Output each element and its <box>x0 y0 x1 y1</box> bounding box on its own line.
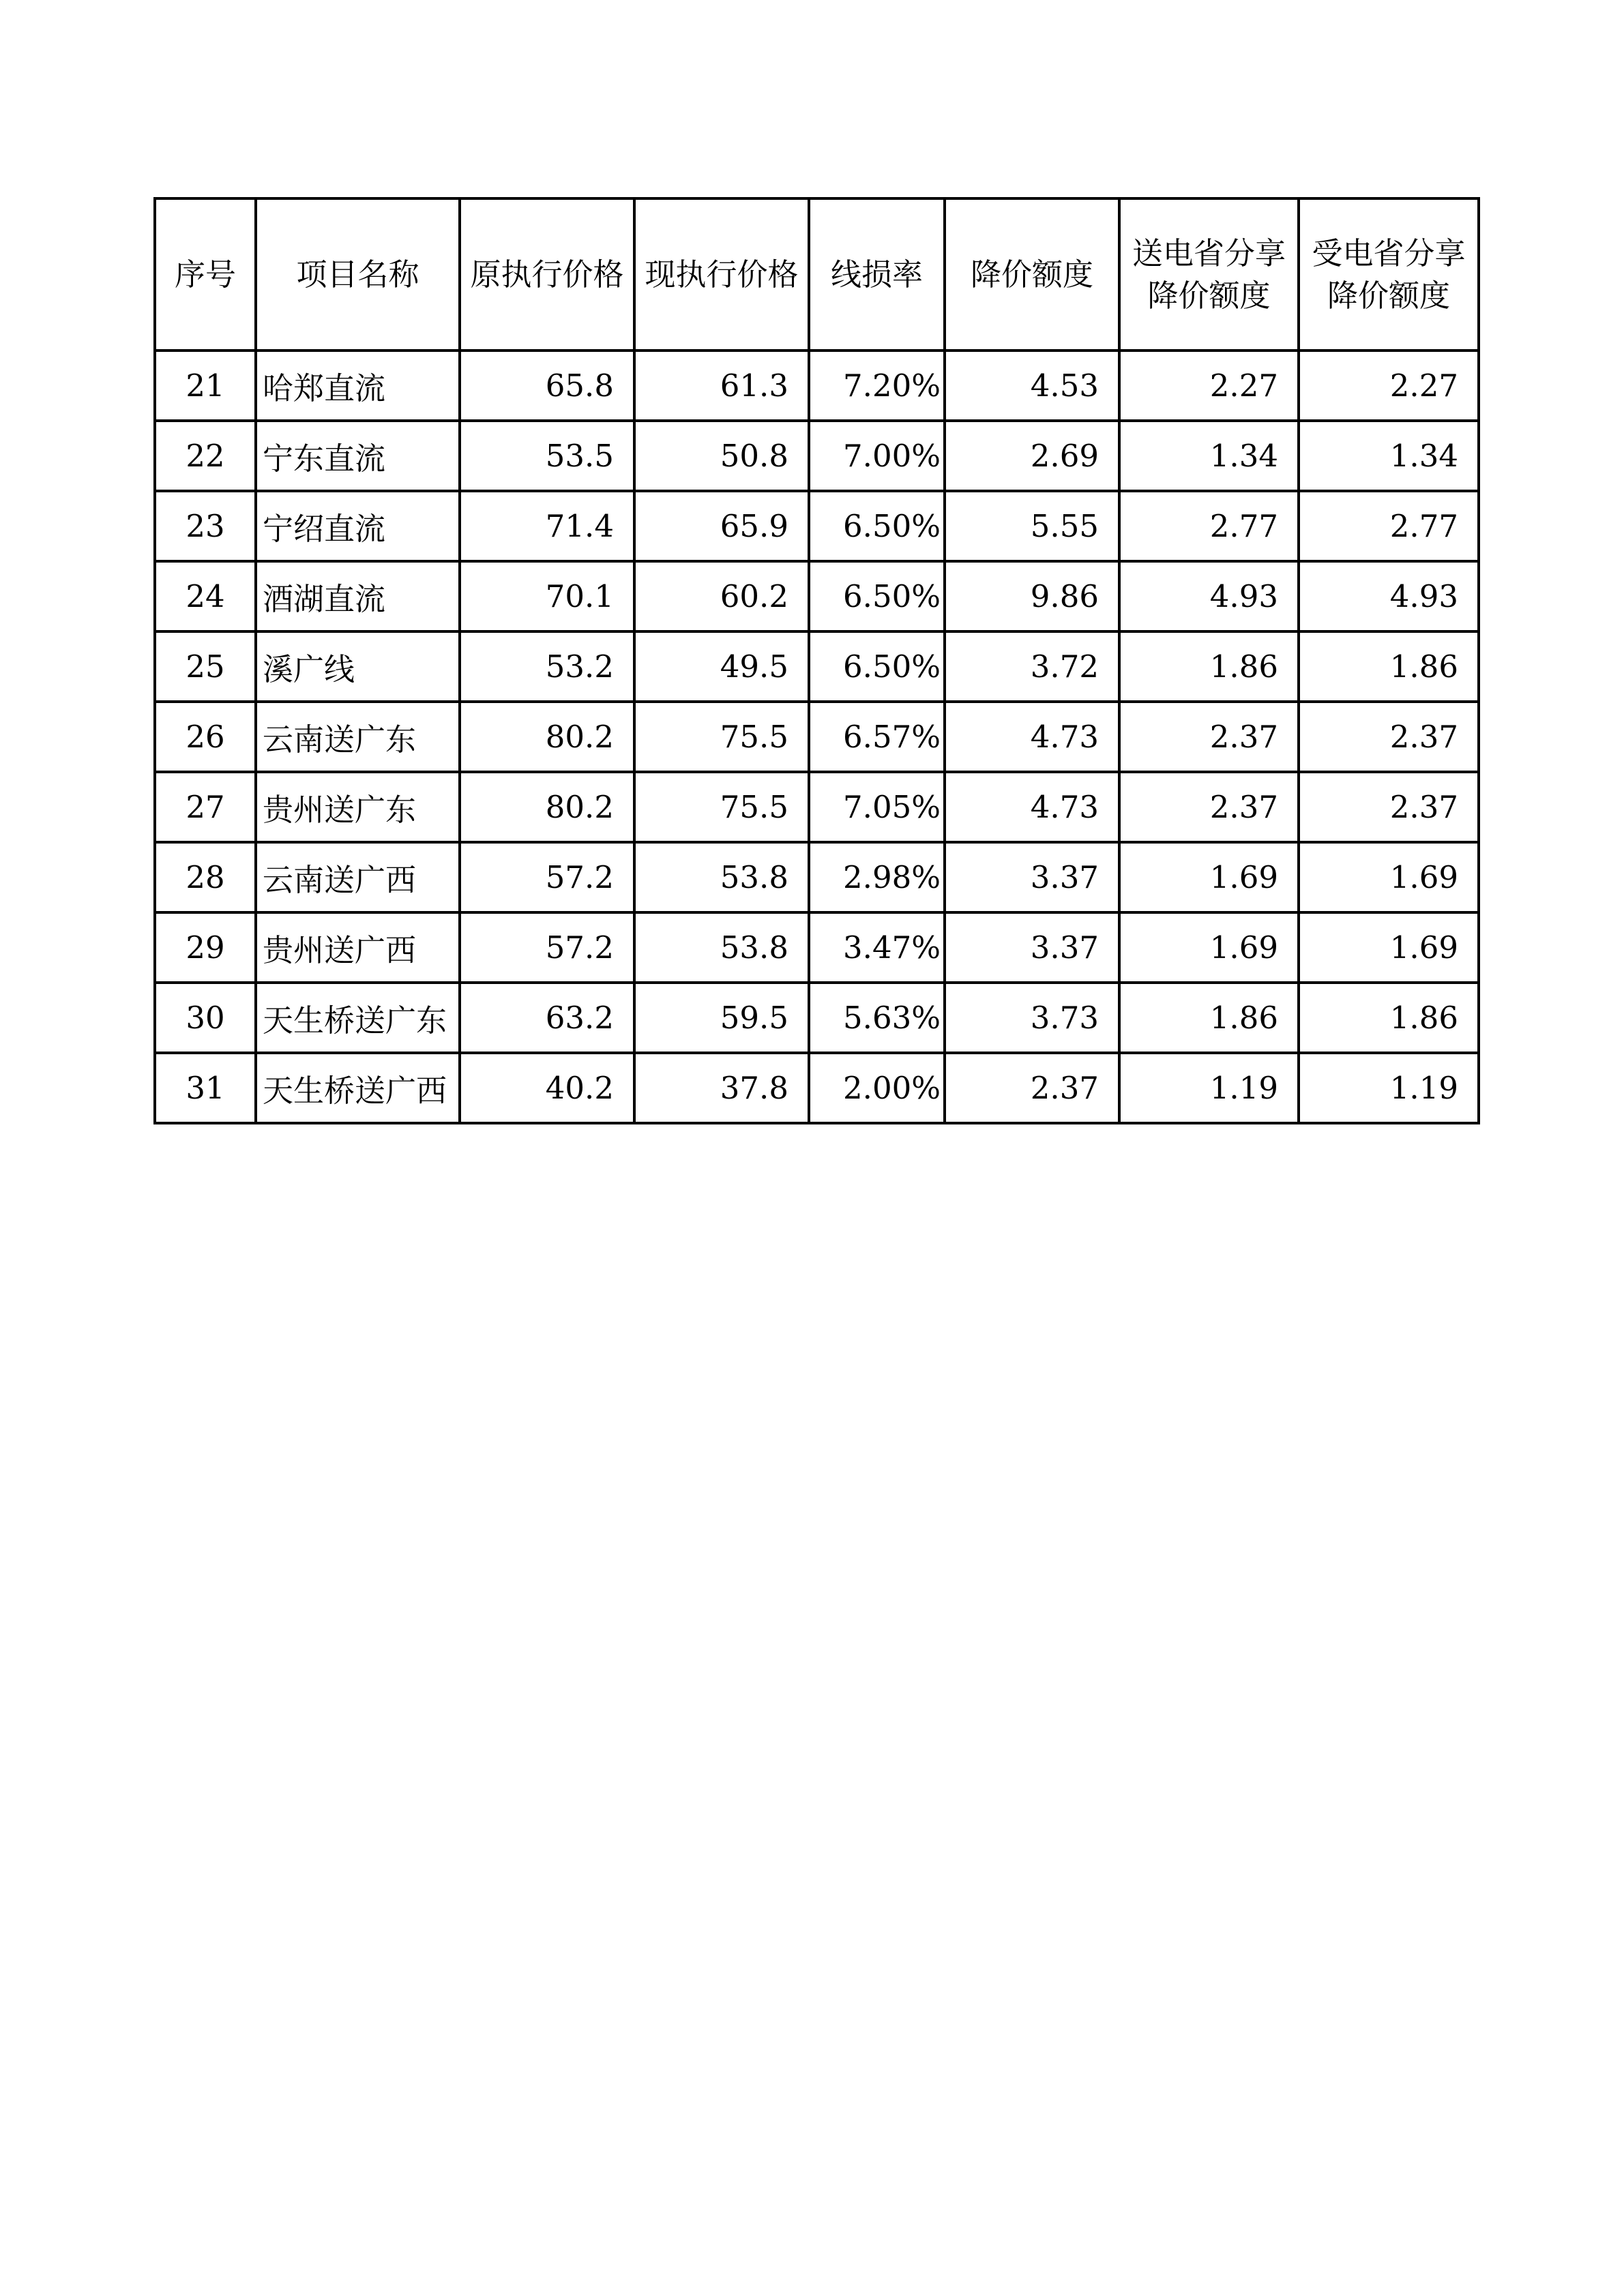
cell-current-price: 61.3 <box>634 351 809 421</box>
cell-seq: 26 <box>155 702 256 772</box>
cell-current-price: 53.8 <box>634 912 809 983</box>
cell-project-name: 云南送广西 <box>256 842 460 912</box>
cell-line-loss-rate: 7.00% <box>809 421 945 491</box>
cell-line-loss-rate: 3.47% <box>809 912 945 983</box>
table-row <box>155 491 1479 561</box>
cell-seq: 30 <box>155 983 256 1053</box>
cell-price-reduction: 9.86 <box>945 561 1119 631</box>
cell-sending-share: 1.69 <box>1119 842 1299 912</box>
cell-line-loss-rate: 7.20% <box>809 351 945 421</box>
cell-original-price: 71.4 <box>460 491 634 561</box>
cell-sending-share: 1.86 <box>1119 631 1299 702</box>
cell-sending-share: 1.34 <box>1119 421 1299 491</box>
table-row <box>155 1053 1479 1123</box>
cell-project-name: 天生桥送广西 <box>256 1053 460 1123</box>
cell-current-price: 60.2 <box>634 561 809 631</box>
header-seq: 序号 <box>155 198 256 351</box>
cell-sending-share: 1.19 <box>1119 1053 1299 1123</box>
table-row <box>155 351 1479 421</box>
cell-receiving-share: 1.34 <box>1299 421 1479 491</box>
cell-sending-share: 2.77 <box>1119 491 1299 561</box>
cell-price-reduction: 2.37 <box>945 1053 1119 1123</box>
cell-line-loss-rate: 7.05% <box>809 772 945 842</box>
cell-sending-share: 2.37 <box>1119 702 1299 772</box>
table-row <box>155 983 1479 1053</box>
table-row <box>155 702 1479 772</box>
header-line-loss-rate: 线损率 <box>809 198 945 351</box>
cell-current-price: 50.8 <box>634 421 809 491</box>
cell-project-name: 贵州送广东 <box>256 772 460 842</box>
cell-sending-share: 2.37 <box>1119 772 1299 842</box>
cell-current-price: 75.5 <box>634 772 809 842</box>
header-original-price: 原执行价格 <box>460 198 634 351</box>
cell-line-loss-rate: 6.50% <box>809 491 945 561</box>
cell-seq: 23 <box>155 491 256 561</box>
cell-receiving-share: 4.93 <box>1299 561 1479 631</box>
cell-seq: 29 <box>155 912 256 983</box>
cell-seq: 31 <box>155 1053 256 1123</box>
cell-original-price: 53.5 <box>460 421 634 491</box>
cell-original-price: 80.2 <box>460 702 634 772</box>
table-row <box>155 912 1479 983</box>
cell-seq: 21 <box>155 351 256 421</box>
table-row <box>155 421 1479 491</box>
cell-original-price: 80.2 <box>460 772 634 842</box>
cell-project-name: 哈郑直流 <box>256 351 460 421</box>
cell-project-name: 贵州送广西 <box>256 912 460 983</box>
table-row <box>155 772 1479 842</box>
cell-current-price: 37.8 <box>634 1053 809 1123</box>
header-price-reduction: 降价额度 <box>945 198 1119 351</box>
cell-original-price: 57.2 <box>460 842 634 912</box>
cell-current-price: 53.8 <box>634 842 809 912</box>
cell-seq: 25 <box>155 631 256 702</box>
table-row <box>155 842 1479 912</box>
cell-price-reduction: 3.73 <box>945 983 1119 1053</box>
cell-price-reduction: 2.69 <box>945 421 1119 491</box>
cell-seq: 28 <box>155 842 256 912</box>
cell-project-name: 酒湖直流 <box>256 561 460 631</box>
cell-sending-share: 2.27 <box>1119 351 1299 421</box>
cell-current-price: 65.9 <box>634 491 809 561</box>
cell-line-loss-rate: 6.50% <box>809 561 945 631</box>
cell-receiving-share: 1.69 <box>1299 842 1479 912</box>
cell-project-name: 天生桥送广东 <box>256 983 460 1053</box>
cell-seq: 22 <box>155 421 256 491</box>
cell-line-loss-rate: 2.00% <box>809 1053 945 1123</box>
cell-price-reduction: 3.37 <box>945 842 1119 912</box>
cell-line-loss-rate: 6.57% <box>809 702 945 772</box>
cell-price-reduction: 4.73 <box>945 702 1119 772</box>
cell-original-price: 70.1 <box>460 561 634 631</box>
cell-project-name: 溪广线 <box>256 631 460 702</box>
cell-project-name: 宁东直流 <box>256 421 460 491</box>
cell-sending-share: 1.69 <box>1119 912 1299 983</box>
cell-receiving-share: 2.37 <box>1299 772 1479 842</box>
cell-receiving-share: 2.77 <box>1299 491 1479 561</box>
cell-original-price: 53.2 <box>460 631 634 702</box>
cell-price-reduction: 4.53 <box>945 351 1119 421</box>
cell-line-loss-rate: 5.63% <box>809 983 945 1053</box>
cell-price-reduction: 3.37 <box>945 912 1119 983</box>
cell-price-reduction: 3.72 <box>945 631 1119 702</box>
cell-receiving-share: 1.86 <box>1299 983 1479 1053</box>
header-current-price: 现执行价格 <box>634 198 809 351</box>
table-header-row <box>155 198 1479 351</box>
cell-receiving-share: 1.86 <box>1299 631 1479 702</box>
header-project-name: 项目名称 <box>256 198 460 351</box>
cell-seq: 27 <box>155 772 256 842</box>
cell-original-price: 63.2 <box>460 983 634 1053</box>
cell-price-reduction: 4.73 <box>945 772 1119 842</box>
cell-sending-share: 4.93 <box>1119 561 1299 631</box>
cell-seq: 24 <box>155 561 256 631</box>
cell-receiving-share: 2.37 <box>1299 702 1479 772</box>
cell-current-price: 59.5 <box>634 983 809 1053</box>
cell-receiving-share: 1.19 <box>1299 1053 1479 1123</box>
table-row <box>155 631 1479 702</box>
cell-receiving-share: 2.27 <box>1299 351 1479 421</box>
cell-original-price: 57.2 <box>460 912 634 983</box>
table-row <box>155 561 1479 631</box>
cell-original-price: 65.8 <box>460 351 634 421</box>
price-reduction-table <box>153 197 1480 1124</box>
cell-price-reduction: 5.55 <box>945 491 1119 561</box>
cell-project-name: 云南送广东 <box>256 702 460 772</box>
cell-original-price: 40.2 <box>460 1053 634 1123</box>
cell-receiving-share: 1.69 <box>1299 912 1479 983</box>
cell-current-price: 49.5 <box>634 631 809 702</box>
cell-sending-share: 1.86 <box>1119 983 1299 1053</box>
header-sending-share: 送电省分享 降价额度 <box>1119 198 1299 351</box>
cell-line-loss-rate: 2.98% <box>809 842 945 912</box>
cell-project-name: 宁绍直流 <box>256 491 460 561</box>
cell-line-loss-rate: 6.50% <box>809 631 945 702</box>
cell-current-price: 75.5 <box>634 702 809 772</box>
table-body <box>155 351 1479 1123</box>
header-receiving-share: 受电省分享 降价额度 <box>1299 198 1479 351</box>
